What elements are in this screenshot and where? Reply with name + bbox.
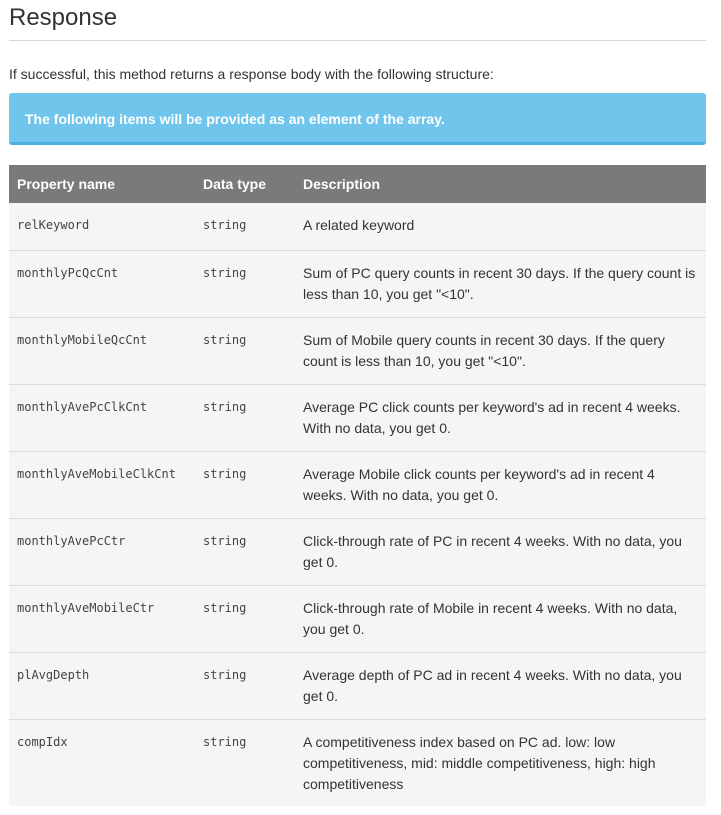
- description: Sum of PC query counts in recent 30 days. If the query count is less than 10, you get "<10".: [295, 250, 706, 317]
- info-notice: The following items will be provided as an element of the array.: [9, 93, 706, 145]
- table-row: [9, 384, 706, 451]
- data-type: string: [195, 719, 295, 806]
- data-type: string: [195, 384, 295, 451]
- table-row: [9, 451, 706, 518]
- table-row: [9, 203, 706, 250]
- intro-text: If successful, this method returns a response body with the following structure:: [9, 66, 494, 82]
- table-header-row: [9, 165, 706, 203]
- description: A competitiveness index based on PC ad. low: low competitiveness, mid: middle competitiveness, high: high competitiveness: [295, 719, 706, 806]
- table-row: [9, 250, 706, 317]
- data-type: string: [195, 203, 295, 250]
- property-name: compIdx: [9, 719, 195, 806]
- data-type: string: [195, 451, 295, 518]
- header-description: Description: [295, 165, 706, 203]
- response-table: [9, 165, 706, 806]
- table-row: [9, 652, 706, 719]
- data-type: string: [195, 317, 295, 384]
- description: A related keyword: [295, 203, 706, 250]
- data-type: string: [195, 585, 295, 652]
- table-row: [9, 719, 706, 806]
- description: Average PC click counts per keyword's ad in recent 4 weeks. With no data, you get 0.: [295, 384, 706, 451]
- table-row: [9, 518, 706, 585]
- description: Click-through rate of Mobile in recent 4 weeks. With no data, you get 0.: [295, 585, 706, 652]
- data-type: string: [195, 518, 295, 585]
- header-data-type: Data type: [195, 165, 295, 203]
- property-name: monthlyAvePcClkCnt: [9, 384, 195, 451]
- property-name: relKeyword: [9, 203, 195, 250]
- description: Sum of Mobile query counts in recent 30 days. If the query count is less than 10, you get "<10".: [295, 317, 706, 384]
- property-name: monthlyMobileQcCnt: [9, 317, 195, 384]
- table-row: [9, 585, 706, 652]
- data-type: string: [195, 250, 295, 317]
- page-title: Response: [9, 0, 706, 41]
- property-name: plAvgDepth: [9, 652, 195, 719]
- data-type: string: [195, 652, 295, 719]
- description: Average Mobile click counts per keyword's ad in recent 4 weeks. With no data, you get 0.: [295, 451, 706, 518]
- description: Click-through rate of PC in recent 4 weeks. With no data, you get 0.: [295, 518, 706, 585]
- description: Average depth of PC ad in recent 4 weeks. With no data, you get 0.: [295, 652, 706, 719]
- property-name: monthlyAveMobileClkCnt: [9, 451, 195, 518]
- property-name: monthlyPcQcCnt: [9, 250, 195, 317]
- table-row: [9, 317, 706, 384]
- header-property-name: Property name: [9, 165, 195, 203]
- property-name: monthlyAveMobileCtr: [9, 585, 195, 652]
- property-name: monthlyAvePcCtr: [9, 518, 195, 585]
